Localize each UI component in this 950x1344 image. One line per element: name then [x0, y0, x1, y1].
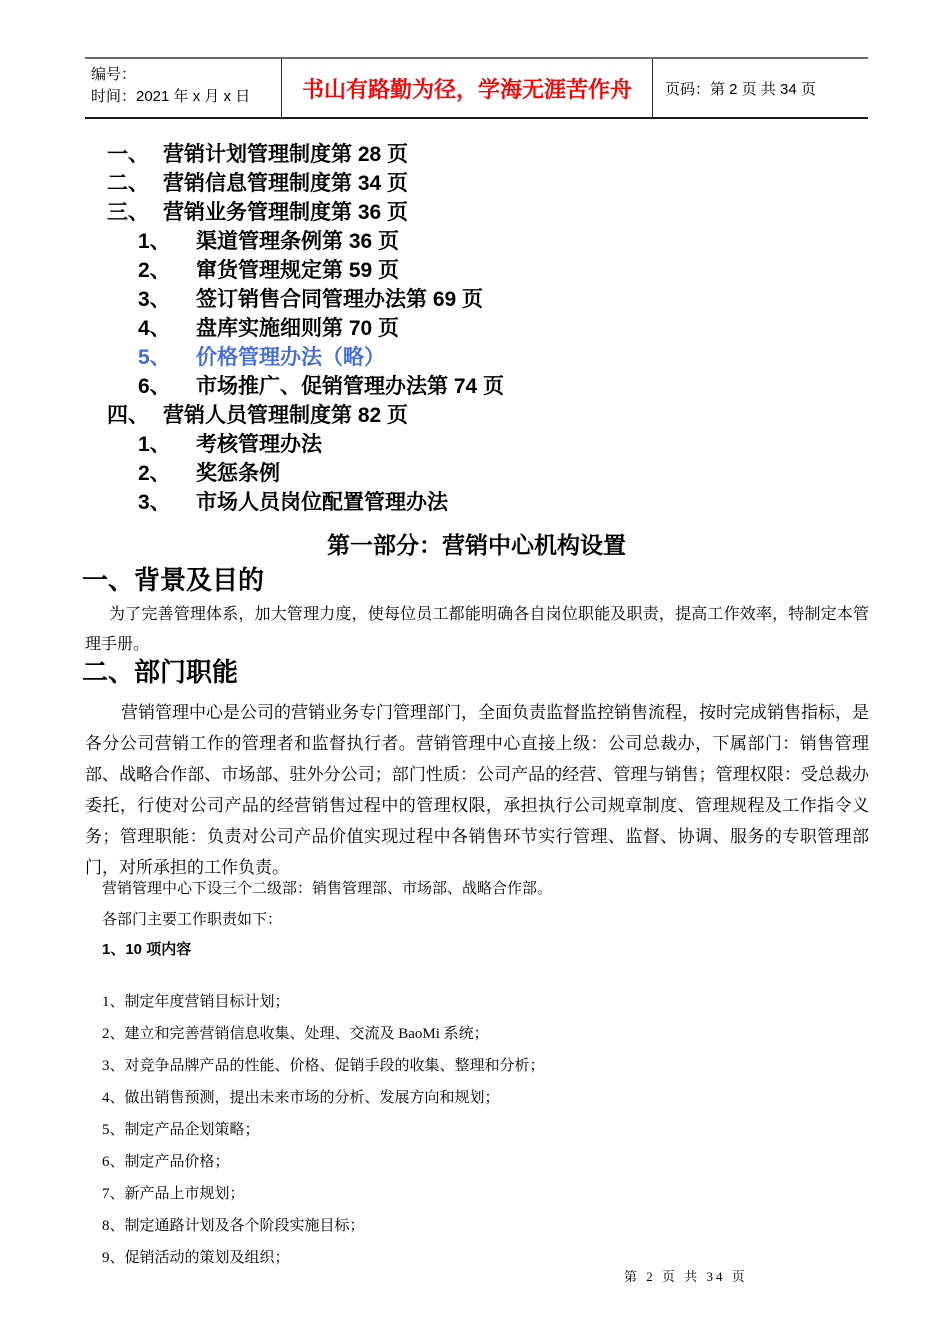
date-label: 时间：2021 年 x 月 x 日 [91, 88, 251, 105]
toc-item [85, 198, 885, 227]
toc-item-number: 四、 [107, 404, 149, 427]
paragraph-intro: 为了完善管理体系，加大管理力度，使每位员工都能明确各自岗位职能及职责，提高工作效率，特制定本管理手册。 [85, 606, 869, 653]
toc-item-text: 盘库实施细则第 70 页 [196, 317, 400, 340]
toc-item-number: 1、 [138, 230, 171, 253]
motto-text: 书山有路勤为径，学海无涯苦作舟 [301, 76, 632, 102]
toc-item-text: 市场推广、促销管理办法第 74 页 [196, 375, 505, 398]
toc-item [85, 401, 885, 430]
toc-item [85, 169, 885, 198]
toc-item-text: 营销计划管理制度第 28 页 [163, 143, 409, 166]
toc-item-number: 1、 [138, 433, 171, 456]
toc-item-text: 营销信息管理制度第 34 页 [163, 172, 409, 195]
duties-list [85, 986, 885, 1274]
toc-item-number: 5、 [138, 346, 171, 369]
toc-item-highlighted [85, 343, 885, 372]
duty-item: 1、制定年度营销目标计划； [102, 994, 290, 1010]
toc-item-number: 4、 [138, 317, 171, 340]
section-heading-background: 一、背景及目的 [82, 565, 265, 595]
toc-item [85, 256, 885, 285]
header-cell-number-date [85, 59, 282, 117]
duties-list-title: 1、10 项内容 [102, 941, 192, 958]
toc-item-text: 营销业务管理制度第 36 页 [163, 201, 409, 224]
toc-item-text: 市场人员岗位配置管理办法 [196, 491, 448, 514]
toc-item-text: 窜货管理规定第 59 页 [196, 259, 400, 282]
duty-item: 4、做出销售预测，提出未来市场的分析、发展方向和规划； [102, 1090, 500, 1106]
toc-item-number: 三、 [107, 201, 149, 224]
section-heading-department: 二、部门职能 [82, 657, 239, 687]
toc-item-text: 营销人员管理制度第 82 页 [163, 404, 409, 427]
toc-item [85, 314, 885, 343]
paragraph-department-functions: 营销管理中心是公司的营销业务专门管理部门，全面负责监督监控销售流程，按时完成销售指标，是各分公司营销工作的管理者和监督执行者。营销管理中心直接上级：公司总裁办，下属部门：销售管理部、战略合作部、市场部、驻外分公司；部门性质：公司产品的经营、管理与销售；管理权限：受总裁办委托，行使对公司产品的经营销售过程中的管理权限，承担执行公司规章制度、管理规程及工作指令义务；管理职能：负责对公司产品价值实现过程中各销售环节实行管理、监督、协调、服务的专职管理部门，对所承担的工作负责。 [85, 703, 869, 877]
toc-item-number: 3、 [138, 288, 171, 311]
toc-item-text: 价格管理办法（略） [196, 346, 385, 369]
paragraph-sub-departments: 营销管理中心下设三个二级部：销售管理部、市场部、战略合作部。 [102, 881, 553, 897]
duty-item: 2、建立和完善营销信息收集、处理、交流及 BaoMi 系统； [102, 1026, 489, 1042]
toc-item-number: 二、 [107, 172, 149, 195]
toc-item-number: 一、 [107, 143, 149, 166]
toc-item-text: 考核管理办法 [196, 433, 322, 456]
toc-item-text: 签订销售合同管理办法第 69 页 [196, 288, 484, 311]
duty-item: 5、制定产品企划策略； [102, 1122, 260, 1138]
header-cell-page-info [653, 59, 868, 117]
toc-item-text: 奖惩条例 [196, 462, 280, 485]
doc-header-table [85, 57, 868, 119]
toc-item-number: 2、 [138, 259, 171, 282]
number-label: 编号： [91, 66, 137, 83]
toc-item [85, 488, 885, 517]
toc-item [85, 227, 885, 256]
toc-item [85, 285, 885, 314]
toc-item [85, 430, 885, 459]
toc-item-text: 渠道管理条例第 36 页 [196, 230, 400, 253]
toc-item-number: 6、 [138, 375, 171, 398]
paragraph-duties-intro: 各部门主要工作职责如下： [102, 912, 283, 928]
toc-item [85, 459, 885, 488]
duty-item: 3、对竞争品牌产品的性能、价格、促销手段的收集、整理和分析； [102, 1058, 545, 1074]
toc-item [85, 140, 885, 169]
part-title: 第一部分：营销中心机构设置 [327, 532, 626, 558]
duty-item: 7、新产品上市规划； [102, 1186, 245, 1202]
toc-item [85, 372, 885, 401]
toc-item-number: 3、 [138, 491, 171, 514]
duty-item: 6、制定产品价格； [102, 1154, 230, 1170]
table-of-contents [85, 140, 885, 517]
toc-item-number: 2、 [138, 462, 171, 485]
duty-item: 9、促销活动的策划及组织； [102, 1250, 290, 1266]
page-footer: 第 2 页 共 34 页 [624, 1269, 748, 1284]
duty-item: 8、制定通路计划及各个阶段实施目标； [102, 1218, 365, 1234]
header-cell-motto [282, 59, 653, 117]
page-info-text: 页码：第 2 页 共 34 页 [665, 80, 816, 98]
